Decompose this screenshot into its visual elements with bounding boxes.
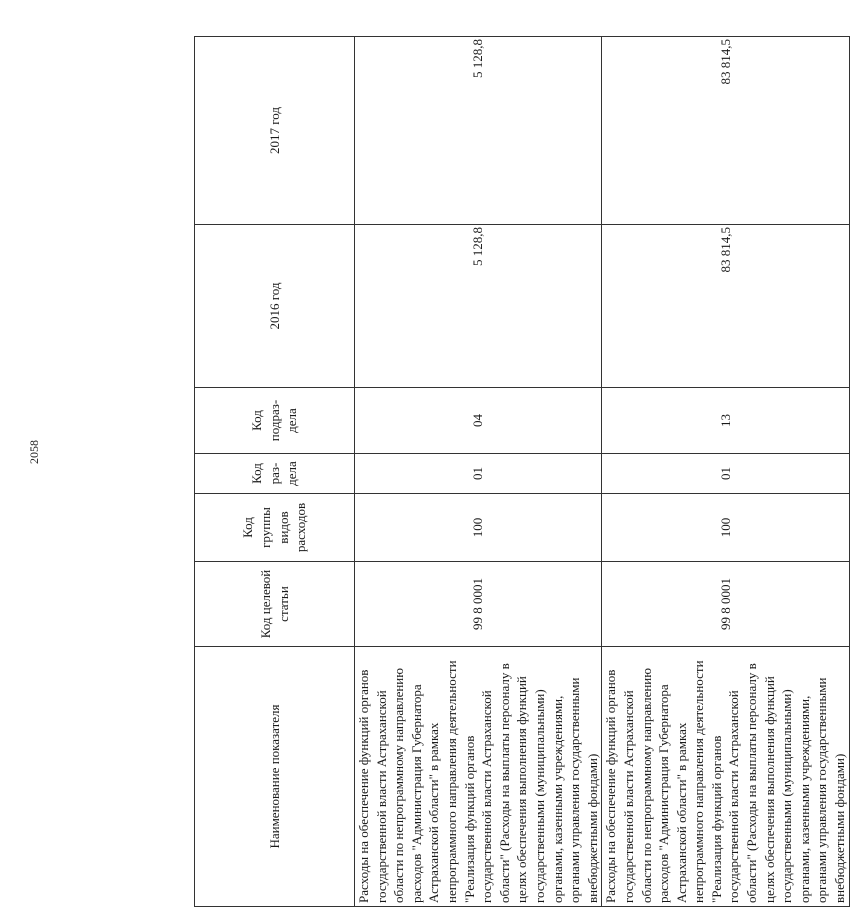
row-value-2016: 83 814,5 bbox=[602, 225, 849, 388]
table-header-row bbox=[195, 37, 355, 907]
row-section-code: 01 bbox=[602, 454, 849, 494]
row-subsection-code: 13 bbox=[602, 388, 849, 454]
header-year-2017: 2017 год bbox=[195, 37, 355, 225]
rotated-table-container bbox=[194, 37, 848, 907]
row-expense-group-code: 100 bbox=[602, 494, 849, 562]
header-section-code: Код раз-дела bbox=[195, 454, 355, 494]
table-row bbox=[602, 37, 849, 907]
row-target-code: 99 8 0001 bbox=[602, 562, 849, 647]
expenditure-table bbox=[194, 36, 850, 907]
row-expense-group-code: 100 bbox=[355, 494, 602, 562]
row-value-2017: 83 814,5 bbox=[602, 37, 849, 225]
row-section-code: 01 bbox=[355, 454, 602, 494]
row-value-2017: 5 128,8 bbox=[355, 37, 602, 225]
header-target-code: Код целевой статьи bbox=[195, 562, 355, 647]
table-row bbox=[355, 37, 602, 907]
row-subsection-code: 04 bbox=[355, 388, 602, 454]
row-indicator-name: Расходы на обеспечение функций органов государственной власти Астраханской области по непрограммному направлению расходов "Администрация Губернатора Астраханской области" в рамках непрограммного направления деятельности "Реализация функций органов государственной власти Астраханской области" (Расходы на выплаты персоналу в целях обеспечения выполнения функций государственными (муниципальными) органами, казенными учреждениями, органами управления государственными внебюджетными фондами) bbox=[602, 647, 849, 907]
row-target-code: 99 8 0001 bbox=[355, 562, 602, 647]
row-value-2016: 5 128,8 bbox=[355, 225, 602, 388]
row-indicator-name: Расходы на обеспечение функций органов государственной власти Астраханской области по непрограммному направлению расходов "Администрация Губернатора Астраханской области" в рамках непрограммного направления деятельности "Реализация функций органов государственной власти Астраханской области" (Расходы на выплаты персоналу в целях обеспечения выполнения функций государственными (муниципальными) органами, казенными учреждениями, органами управления государственными внебюджетными фондами) bbox=[355, 647, 602, 907]
header-year-2016: 2016 год bbox=[195, 225, 355, 388]
header-expense-group-code: Код группы видов расходов bbox=[195, 494, 355, 562]
header-indicator-name: Наименование показателя bbox=[195, 647, 355, 907]
header-subsection-code: Код подраз-дела bbox=[195, 388, 355, 454]
page-number: 2058 bbox=[27, 440, 41, 464]
